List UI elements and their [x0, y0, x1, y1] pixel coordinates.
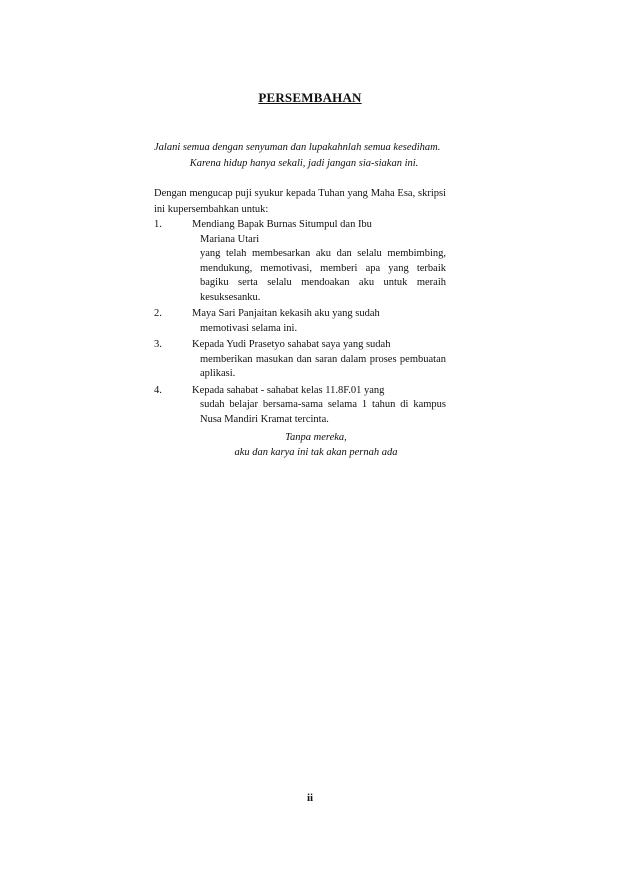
list-item-lead: Maya Sari Panjaitan kekasih aku yang sudah — [192, 308, 380, 319]
list-item — [154, 338, 446, 382]
closing-line-2: aku dan karya ini tak akan pernah ada — [234, 447, 398, 458]
motto-line-2: Karena hidup hanya sekali, jadi jangan sia-siakan ini. — [189, 158, 419, 169]
list-item-rest: memotivasi selama ini. — [200, 322, 298, 334]
list-item-lead: Kepada Yudi Prasetyo sahabat saya yang sudah — [192, 339, 391, 350]
closing-line-1: Tanpa mereka, — [285, 432, 347, 443]
list-item — [154, 218, 446, 305]
list-item-number: 4. — [154, 384, 162, 396]
page-number: ii — [306, 792, 314, 804]
list-item-rest: Mariana Utari — [200, 233, 260, 245]
page-title: PERSEMBAHAN — [258, 90, 362, 105]
list-item-number: 3. — [154, 339, 162, 350]
dedication-list — [154, 218, 446, 429]
list-item-number: 1. — [154, 219, 162, 230]
motto-line-1: Jalani semua dengan senyuman dan lupakahnlah semua kesediham. — [154, 142, 441, 153]
intro-paragraph: Dengan mengucap puji syukur kepada Tuhan yang Maha Esa, skripsi ini kupersembahkan untuk: — [154, 188, 446, 215]
list-item-lead: Mendiang Bapak Burnas Situmpul dan Ibu — [192, 219, 372, 230]
list-item-lead: Kepada sahabat - sahabat kelas 11.8F.01 yang — [192, 384, 385, 396]
list-item-rest: sudah belajar bersama-sama selama 1 tahun di kampus Nusa Mandiri Kramat tercinta. — [200, 399, 446, 425]
list-item — [154, 307, 446, 336]
list-item-rest: memberikan masukan dan saran dalam proses pembuatan aplikasi. — [200, 353, 446, 379]
list-item — [154, 384, 446, 428]
motto — [154, 140, 454, 172]
closing-quote — [154, 430, 478, 460]
list-item-extra: yang telah membesarkan aku dan selalu membimbing, mendukung, memotivasi, memberi apa yang terbaik bagiku serta selalu mendoakan aku untuk meraih kesuksesanku. — [200, 248, 446, 303]
list-item-number: 2. — [154, 308, 162, 319]
